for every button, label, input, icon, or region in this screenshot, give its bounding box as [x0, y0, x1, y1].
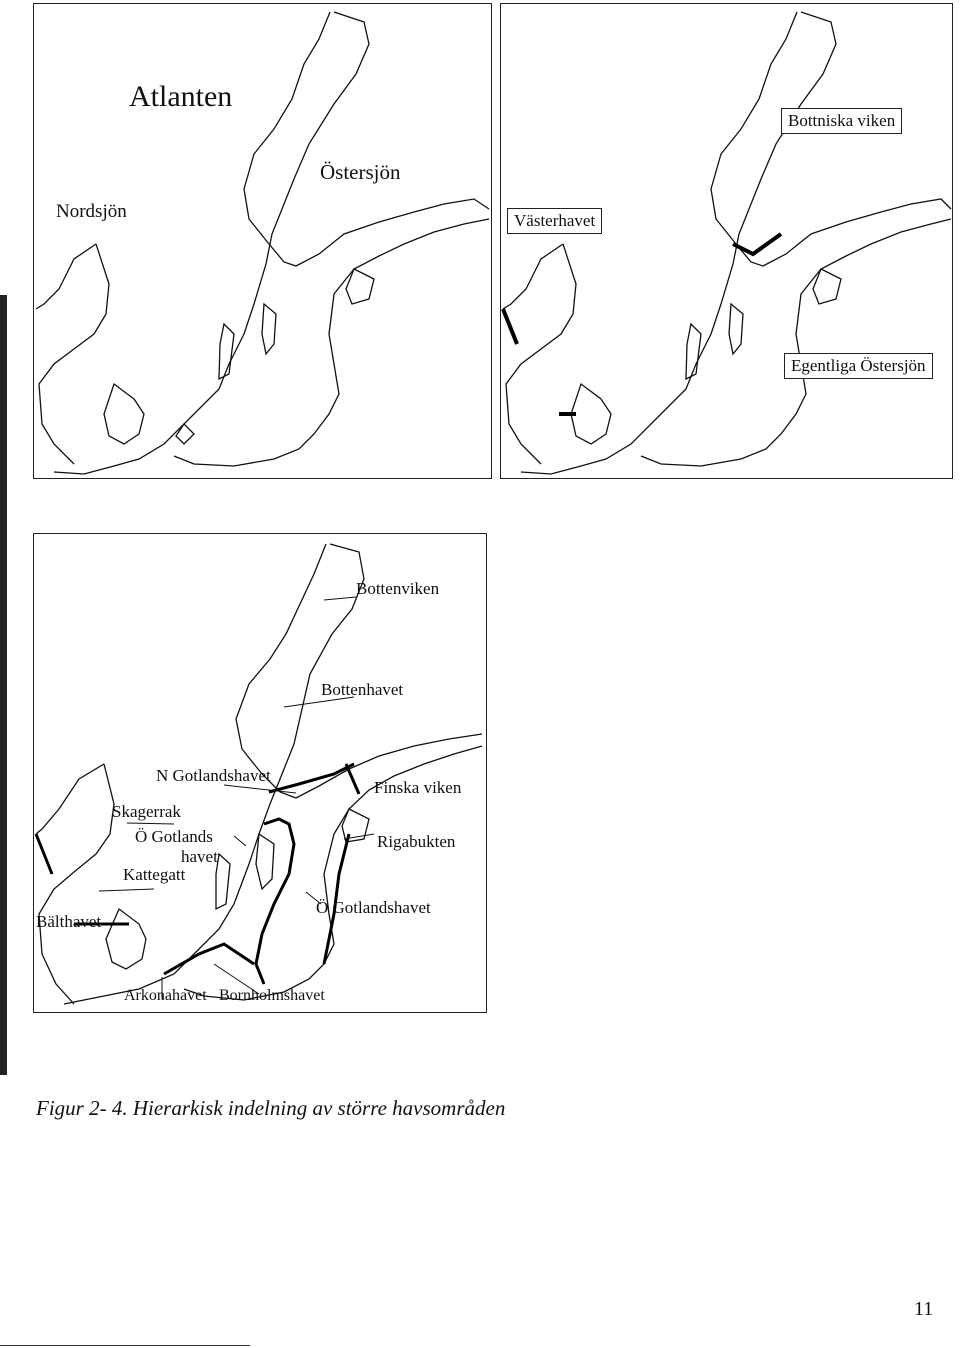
label-o-gotlandshavet-b: havet [181, 847, 218, 866]
label-ostersjon: Östersjön [320, 160, 401, 184]
page-number: 11 [914, 1298, 934, 1320]
label-bottenhavet: Bottenhavet [321, 680, 404, 699]
label-nordsjon: Nordsjön [56, 201, 127, 222]
figure-caption: Figur 2- 4. Hierarkisk indelning av större havsområden [36, 1096, 506, 1120]
label-o-gotlandshavet-2: Ö Gotlandshavet [316, 898, 431, 917]
label-vasterhavet: Västerhavet [507, 208, 602, 234]
footer-rule [0, 1345, 250, 1346]
label-kattegatt: Kattegatt [123, 865, 186, 884]
label-bottniska-viken: Bottniska viken [781, 108, 902, 134]
label-bottenviken: Bottenviken [356, 579, 440, 598]
map-panel-vasterhavet [500, 3, 953, 479]
baltic-map-1 [34, 4, 491, 478]
baltic-map-2 [501, 4, 952, 478]
label-arkonahavet: Arkonahavet [124, 987, 207, 1004]
left-edge-bar [0, 295, 7, 1075]
map-panel-detailed [33, 533, 487, 1013]
label-o-gotlandshavet-a: Ö Gotlands [135, 827, 213, 846]
map-panel-atlanten [33, 3, 492, 479]
label-finska-viken: Finska viken [374, 778, 462, 797]
label-n-gotlandshavet: N Gotlandshavet [156, 766, 271, 785]
label-egentliga-ostersjon: Egentliga Östersjön [784, 353, 933, 379]
label-skagerrak: Skagerrak [112, 802, 181, 821]
label-rigabukten: Rigabukten [377, 832, 456, 851]
label-atlanten: Atlanten [129, 80, 233, 113]
label-bornholmshavet: Bornholmshavet [219, 987, 325, 1004]
label-balthavet: Bälthavet [36, 912, 102, 931]
